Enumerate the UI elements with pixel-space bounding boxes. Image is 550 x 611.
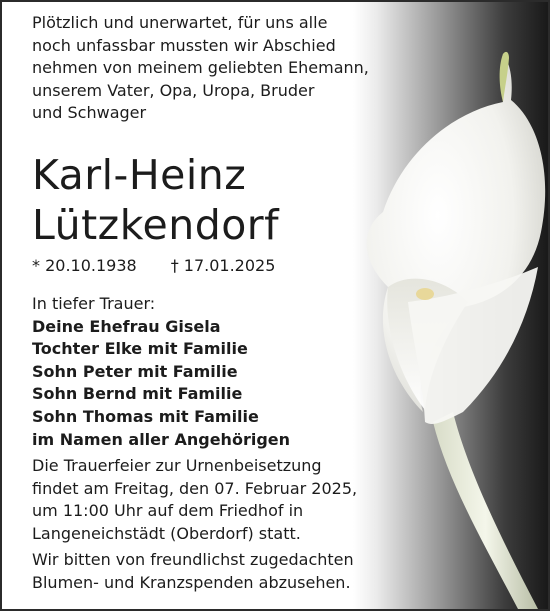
funeral-info <box>32 455 402 545</box>
closing-note <box>32 549 402 594</box>
life-dates <box>32 255 392 277</box>
funeral-line: Langeneichstädt (Oberdorf) statt. <box>32 523 301 543</box>
mourner-name: Sohn Thomas mit Familie <box>32 406 259 426</box>
closing-line: Wir bitten von freundlichst zugedachten <box>32 550 354 569</box>
deceased-name <box>32 150 392 250</box>
funeral-line: um 11:00 Uhr auf dem Friedhof in <box>32 501 304 520</box>
intro-line: unserem Vater, Opa, Uropa, Bruder <box>32 80 315 100</box>
death-date: † 17.01.2025 <box>170 256 276 275</box>
mourner-name: Deine Ehefrau Gisela <box>32 316 221 336</box>
intro-line: nehmen von meinem geliebten Ehemann, <box>32 58 369 77</box>
mourner-name: im Namen aller Angehörigen <box>32 429 291 449</box>
mourner-name: Sohn Bernd mit Familie <box>32 384 243 404</box>
funeral-line: Die Trauerfeier zur Urnenbeisetzung <box>32 456 322 475</box>
closing-line: Blumen- und Kranzspenden abzusehen. <box>32 572 351 592</box>
mourners-list <box>32 293 392 451</box>
mourner-name: Sohn Peter mit Familie <box>32 361 238 381</box>
birth-date: * 20.10.1938 <box>32 256 137 275</box>
intro-line: noch unfassbar mussten wir Abschied <box>32 35 336 55</box>
mourner-name: Tochter Elke mit Familie <box>32 339 248 359</box>
intro-line: Plötzlich und unerwartet, für uns alle <box>32 13 328 32</box>
last-name: Lützkendorf <box>32 201 280 249</box>
first-name: Karl-Heinz <box>32 151 247 199</box>
funeral-line: findet am Freitag, den 07. Februar 2025, <box>32 478 358 498</box>
intro-line: und Schwager <box>32 103 147 122</box>
intro-text <box>32 12 412 125</box>
mourners-heading: In tiefer Trauer: <box>32 294 156 313</box>
